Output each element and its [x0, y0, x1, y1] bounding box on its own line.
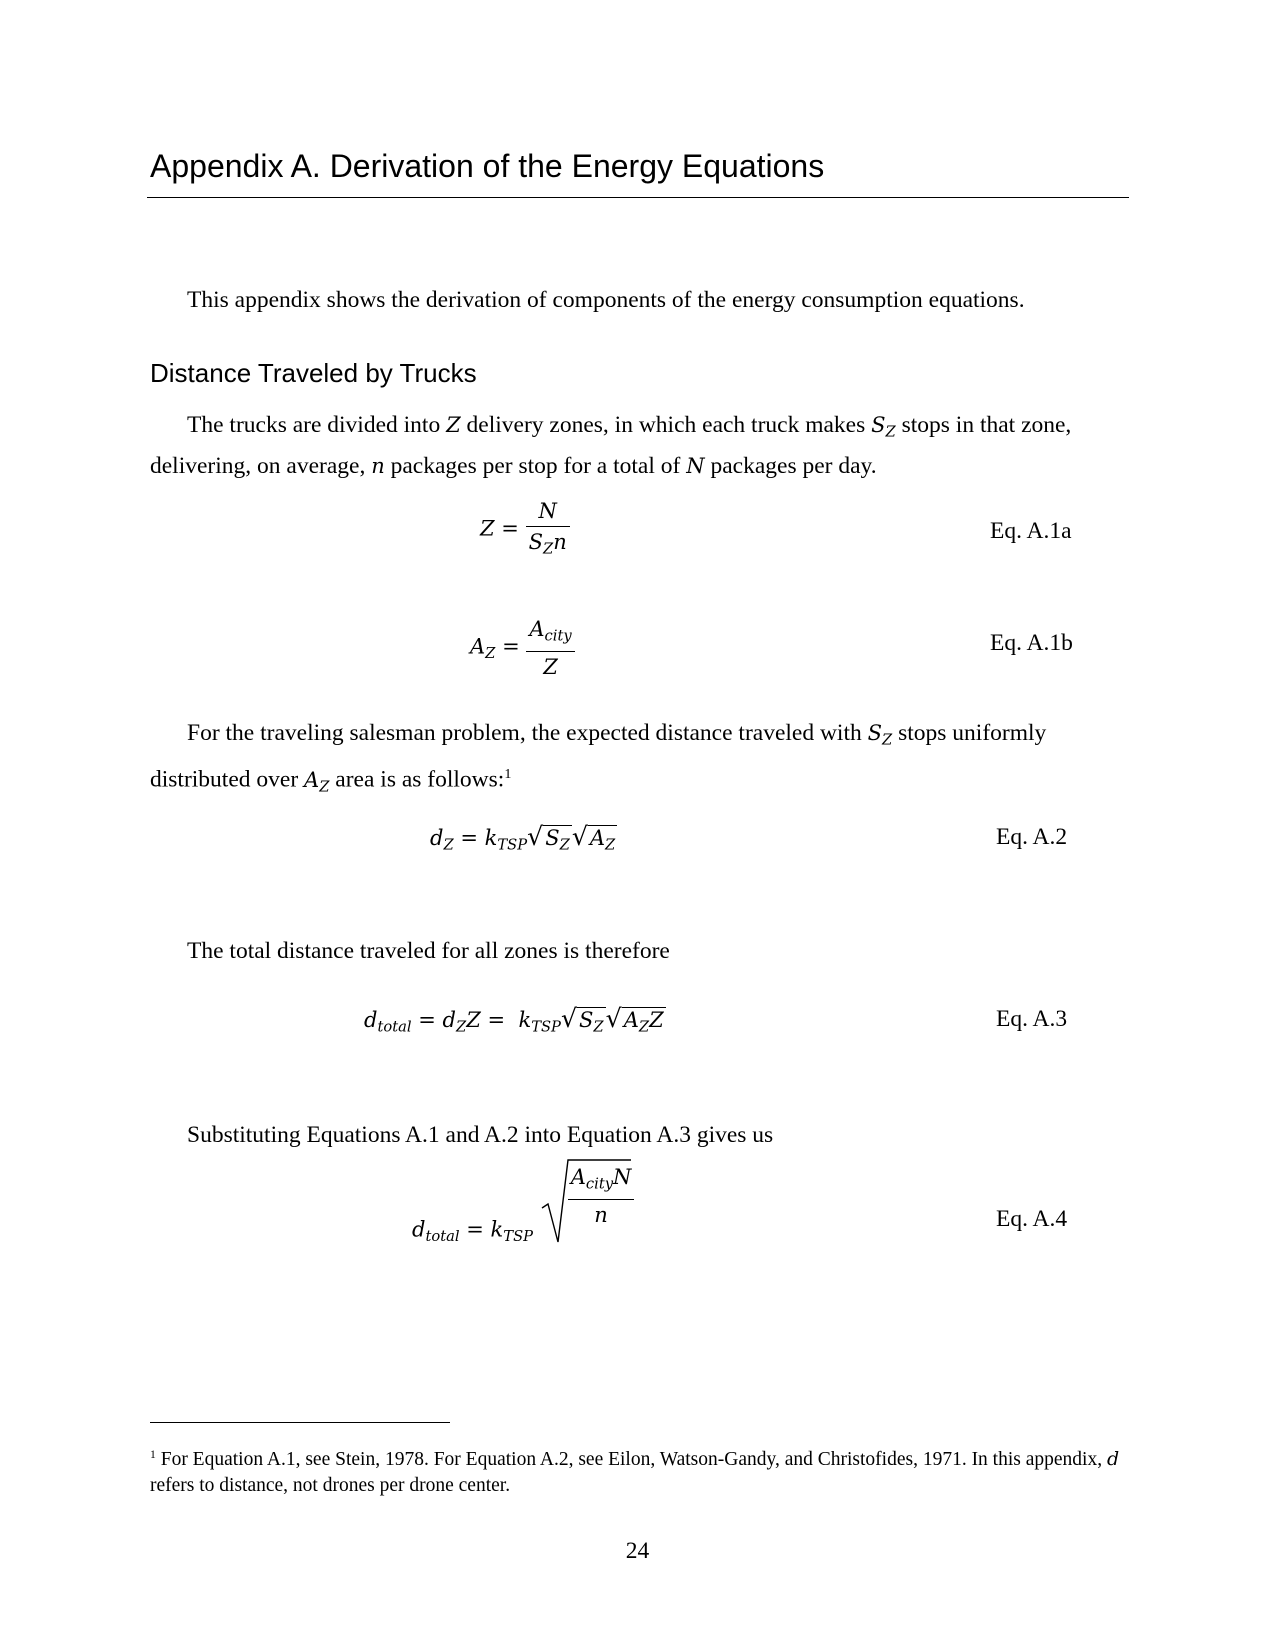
math-var-A: $A_Z$	[304, 767, 330, 796]
text-run: stops in that zone, delivering, on average,	[150, 412, 1072, 480]
math-var-S: $S_Z$	[867, 721, 893, 749]
equation-label-a1a: Eq. A.1a	[990, 518, 1072, 544]
text-run: packages per stop for a total of	[384, 453, 687, 480]
equation-label-a2: Eq. A.2	[996, 824, 1068, 850]
paragraph-substituting: Substituting Equations A.1 and A.2 into Equation A.3 gives us	[187, 1122, 774, 1148]
equation-a3: $d_{total} = d_ZZ = k_{TSP}√S_Z√A_ZZ$	[364, 1004, 664, 1036]
text-run: delivery zones, in which each truck makes	[460, 412, 872, 438]
text-run: The trucks are divided into	[187, 412, 447, 438]
text-run: stops uniformly distributed over	[150, 720, 1047, 793]
math-var-d: d	[1106, 1448, 1120, 1471]
text-run: For Equation A.1, see Stein, 1978. For Equation A.2, see Eilon, Watson-Gandy, and Christofides, 1971. In this appendix,	[155, 1449, 1107, 1471]
math-var-N: N	[686, 454, 705, 479]
equation-label-a4: Eq. A.4	[996, 1206, 1068, 1232]
equation-label-a1b: Eq. A.1b	[990, 630, 1073, 656]
section-heading: Distance Traveled by Trucks	[150, 358, 477, 388]
text-run: area is as follows:	[329, 766, 505, 793]
equation-a1b: $A_Z$ = $\frac{A_{city}}{Z}$	[470, 614, 575, 682]
text-run: For the traveling salesman problem, the expected distance traveled with	[187, 720, 868, 746]
equation-a2: $d_Z = k_{TSP}√S_Z√A_Z$	[430, 822, 616, 854]
footnote-ref: 1	[504, 766, 512, 783]
math-var-Z: Z	[446, 413, 461, 437]
equation-label-a3: Eq. A.3	[996, 1006, 1068, 1032]
appendix-title: Appendix A. Derivation of the Energy Equations	[150, 148, 825, 184]
equation-a4: $d_{total} = k_{TSP}$ $A_{city}N$ n	[412, 1186, 632, 1276]
title-rule	[147, 197, 1129, 198]
equation-a1a: Z = $\frac{N}{S_Zn}$	[480, 496, 570, 564]
footnote-rule	[150, 1422, 450, 1423]
paragraph-tsp	[150, 716, 1130, 804]
math-var-S: $S_Z$	[871, 413, 896, 441]
footnote	[150, 1442, 1135, 1499]
radical-sign: $A_{city}N$ n	[540, 1186, 632, 1276]
footnote-marker: 1	[150, 1448, 156, 1461]
page-number: 24	[625, 1538, 650, 1564]
text-run: packages per day.	[704, 453, 877, 480]
intro-paragraph: This appendix shows the derivation of components of the energy consumption equations.	[187, 287, 1025, 313]
text-run: refers to distance, not drones per drone center.	[150, 1475, 511, 1497]
paragraph-total-distance: The total distance traveled for all zones is therefore	[187, 938, 670, 964]
math-var-n: n	[371, 454, 385, 479]
paragraph-delivery-zones	[150, 408, 1130, 484]
